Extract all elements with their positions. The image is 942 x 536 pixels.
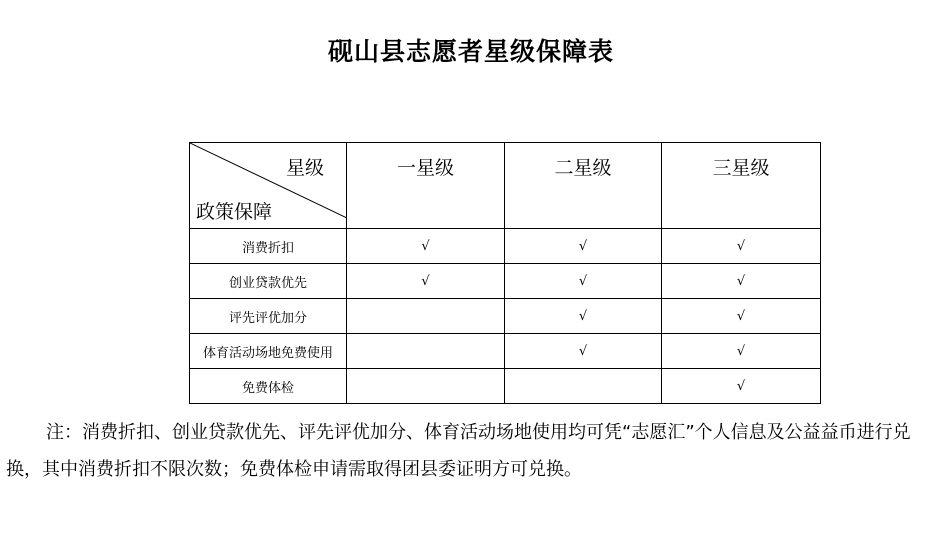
header-policy-label: 政策保障	[196, 201, 273, 223]
table-row	[190, 299, 821, 334]
check-cell: √	[662, 334, 821, 369]
table-row	[190, 229, 821, 264]
row-label: 免费体检	[190, 369, 347, 404]
row-label: 评先评优加分	[190, 299, 347, 334]
column-header-one-star: 一星级	[347, 143, 505, 229]
check-cell: √	[347, 264, 505, 299]
row-label: 体育活动场地免费使用	[190, 334, 347, 369]
check-cell	[505, 369, 662, 404]
diagonal-header-cell	[190, 143, 347, 229]
star-level-table	[189, 142, 821, 404]
check-cell	[347, 369, 505, 404]
row-label: 消费折扣	[190, 229, 347, 264]
check-cell	[347, 299, 505, 334]
table-row	[190, 334, 821, 369]
check-cell: √	[505, 229, 662, 264]
header-star-level-label: 星级	[285, 157, 324, 179]
check-cell: √	[347, 229, 505, 264]
column-header-three-star: 三星级	[662, 143, 821, 229]
check-cell: √	[662, 299, 821, 334]
check-cell: √	[505, 299, 662, 334]
row-label: 创业贷款优先	[190, 264, 347, 299]
footnote: 注：消费折扣、创业贷款优先、评先评优加分、体育活动场地使用均可凭“志愿汇”个人信息及公益益币进行兑换，其中消费折扣不限次数；免费体检申请需取得团县委证明方可兑换。	[6, 422, 911, 480]
table-header-row	[190, 143, 821, 229]
check-cell: √	[505, 334, 662, 369]
check-cell	[347, 334, 505, 369]
check-cell: √	[505, 264, 662, 299]
page-title: 砚山县志愿者星级保障表	[327, 37, 614, 66]
check-cell: √	[662, 229, 821, 264]
table-row	[190, 264, 821, 299]
table-row	[190, 369, 821, 404]
check-cell: √	[662, 369, 821, 404]
check-cell: √	[662, 264, 821, 299]
column-header-two-star: 二星级	[505, 143, 662, 229]
